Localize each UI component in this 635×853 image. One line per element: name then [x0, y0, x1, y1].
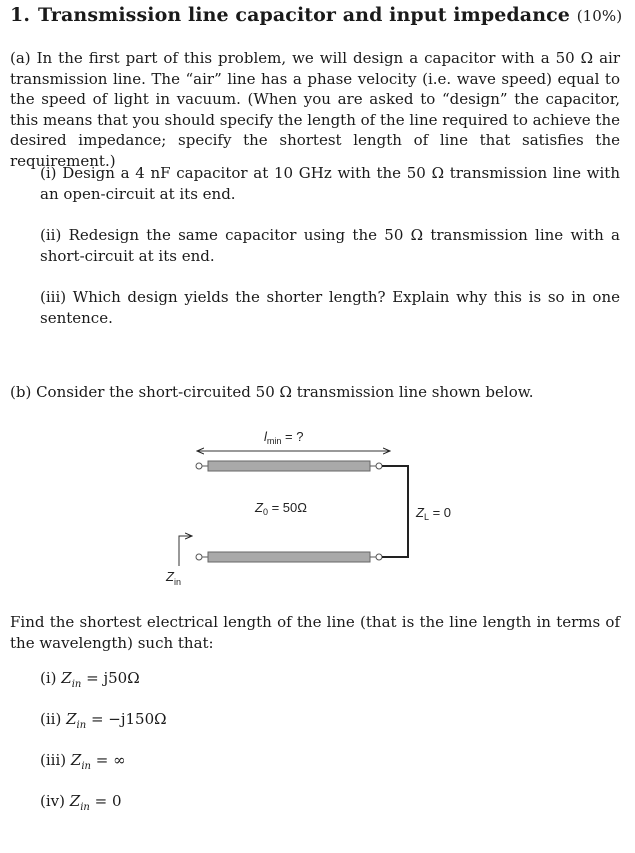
part-a-intro: (a) In the first part of this problem, we will design a capacitor with a 50 Ω air transmission line. The “air” line has a phase velocity (i.e. wave speed) equal to the speed of light in vacuum. (When you are asked to “design” the capacitor, this means that you should specify the length of the line required to achieve the desired impedance; specify the shortest length of line that satisfies the requirement.)	[10, 49, 620, 170]
part-b-item-iii: (iii) $Z_{in}$ = ∞	[40, 751, 126, 772]
short-circuit-load	[382, 466, 408, 557]
part-a-question-iii: (iii) Which design yields the shorter length? Explain why this is so in one sentence.	[40, 288, 620, 327]
zl-label: $Z_L = 0$	[416, 505, 452, 522]
part-b-item-ii: (ii) $Z_{in} = -j150\Omega$	[40, 710, 167, 731]
part-a-question-ii: (ii) Redesign the same capacitor using the 50 Ω transmission line with a short-circuit at its end.	[40, 226, 620, 265]
problem-number: 1.	[10, 4, 31, 26]
part-a-question-i: (i) Design a 4 nF capacitor at 10 GHz with the 50 Ω transmission line with an open-circuit at its end.	[40, 164, 620, 203]
top-terminal	[196, 463, 202, 469]
part-b-item-iv: (iv) $Z_{in} = 0$	[40, 792, 122, 813]
part-b-item-i: (i) $Z_{in} = j50\Omega$	[40, 669, 140, 690]
zin-arrow	[179, 536, 192, 566]
problem-title-text: Transmission line capacitor and input impedance	[38, 4, 570, 26]
part-b-intro: (b) Consider the short-circuited 50 Ω transmission line shown below.	[10, 383, 534, 401]
top-conductor	[208, 461, 370, 471]
bottom-conductor	[208, 552, 370, 562]
part-b-find: Find the shortest electrical length of the line (that is the line length in terms of the wavelength) such that:	[10, 613, 620, 652]
bottom-terminal	[196, 554, 202, 560]
lmin-label: $l_{min}$ = ?	[264, 429, 304, 446]
problem-weight: (10%)	[576, 7, 623, 25]
z0-label: $Z_0 = 50\Omega$	[255, 500, 307, 517]
zin-label: $Z_{in}$	[166, 569, 181, 587]
